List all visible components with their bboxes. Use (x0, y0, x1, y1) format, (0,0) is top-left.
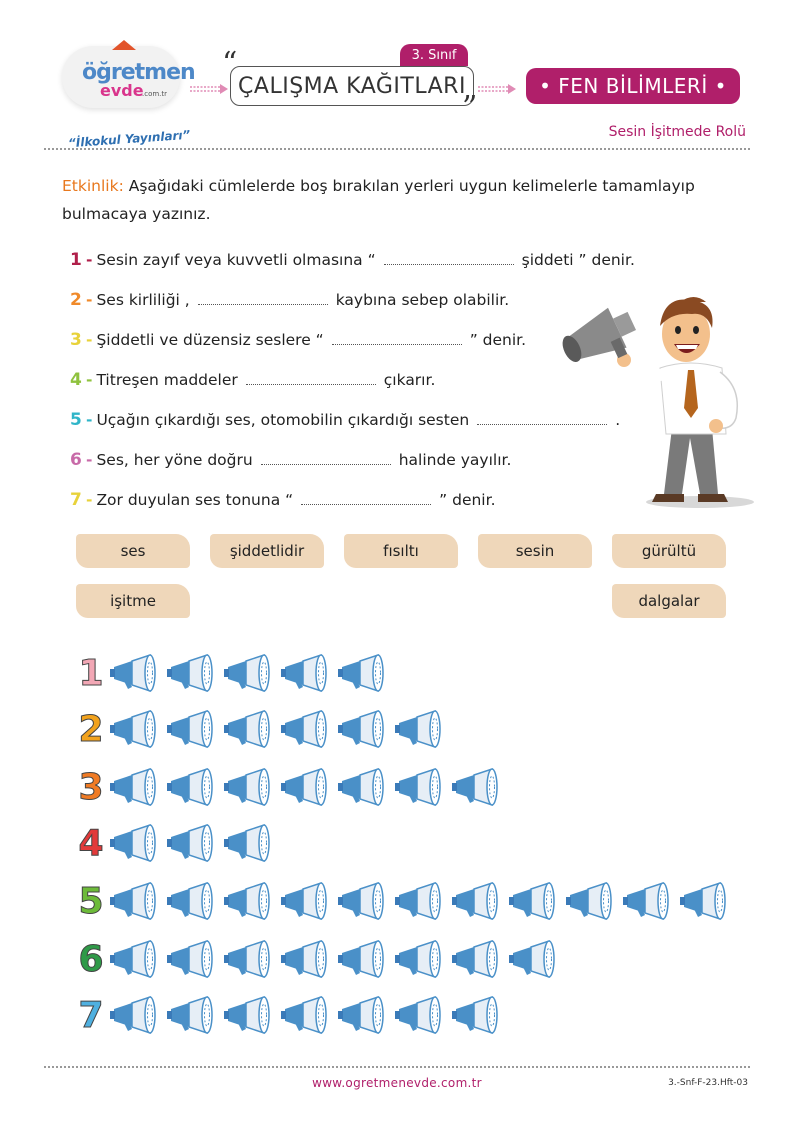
megaphone-letter-cell[interactable] (564, 878, 621, 924)
megaphone-icon (336, 767, 386, 807)
question-row (70, 400, 635, 440)
megaphone-icon (222, 939, 272, 979)
question-dash: - (86, 291, 93, 309)
megaphone-letter-cell[interactable] (165, 764, 222, 810)
grade-tab: 3. Sınıf (400, 44, 468, 66)
megaphone-icon (507, 939, 557, 979)
word-chip: gürültü (612, 534, 726, 568)
footer-code: 3.-Snf-F-23.Hft-03 (668, 1078, 748, 1088)
megaphone-letter-cell[interactable] (108, 706, 165, 752)
megaphone-icon (279, 767, 329, 807)
puzzle-row (76, 878, 735, 924)
megaphone-icon (108, 767, 158, 807)
word-chip: dalgalar (612, 584, 726, 618)
megaphone-icon (393, 709, 443, 749)
question-row (70, 480, 635, 520)
puzzle-row-number: 1 (78, 652, 104, 694)
megaphone-icon (165, 823, 215, 863)
megaphone-letter-cell[interactable] (450, 878, 507, 924)
question-text-after: ” denir. (439, 491, 496, 509)
word-chip: fısıltı (344, 534, 458, 568)
megaphone-icon (678, 881, 728, 921)
question-text-after: halinde yayılır. (398, 451, 512, 469)
megaphone-letter-cell[interactable] (336, 764, 393, 810)
megaphone-letter-cell[interactable] (450, 764, 507, 810)
megaphone-icon (393, 881, 443, 921)
megaphone-letter-cell[interactable] (393, 764, 450, 810)
megaphone-letter-cell[interactable] (279, 650, 336, 696)
megaphone-letter-cell[interactable] (222, 764, 279, 810)
megaphone-icon (222, 709, 272, 749)
instructions-text: Aşağıdaki cümlelerde boş bırakılan yerleri uygun kelimelerle tamamlayıp bulmacaya yazınız. (62, 177, 695, 223)
question-text-before: Titreşen maddeler (96, 371, 238, 389)
question-text-before: Şiddetli ve düzensiz seslere “ (96, 331, 324, 349)
megaphone-icon (165, 939, 215, 979)
answer-blank[interactable] (261, 455, 391, 465)
megaphone-letter-cell[interactable] (393, 992, 450, 1038)
puzzle-row-number: 4 (78, 822, 104, 864)
megaphone-letter-cell[interactable] (450, 936, 507, 982)
puzzle-row-number: 6 (78, 938, 104, 980)
logo-subtitle: “İlkokul Yayınları” (67, 127, 191, 151)
megaphone-letter-cell[interactable] (279, 706, 336, 752)
megaphone-icon (165, 653, 215, 693)
megaphone-icon (450, 881, 500, 921)
megaphone-icon (222, 995, 272, 1035)
megaphone-letter-cell[interactable] (279, 936, 336, 982)
question-text-after: kaybına sebep olabilir. (335, 291, 510, 309)
megaphone-letter-cell[interactable] (336, 878, 393, 924)
megaphone-icon (165, 995, 215, 1035)
puzzle-row (76, 936, 564, 982)
megaphone-letter-cell[interactable] (108, 650, 165, 696)
megaphone-letter-cell[interactable] (222, 878, 279, 924)
question-row (70, 360, 635, 400)
megaphone-icon (279, 995, 329, 1035)
divider (44, 148, 750, 150)
logo-text-top: öğretmen (82, 60, 195, 85)
megaphone-icon (450, 767, 500, 807)
arrow-right-icon (478, 84, 516, 94)
megaphone-letter-cell[interactable] (336, 936, 393, 982)
answer-blank[interactable] (301, 495, 431, 505)
megaphone-letter-cell[interactable] (621, 878, 678, 924)
puzzle-row (76, 820, 279, 866)
megaphone-icon (222, 767, 272, 807)
megaphone-icon (393, 939, 443, 979)
question-number: 5 (70, 410, 82, 430)
megaphone-letter-cell[interactable] (393, 936, 450, 982)
logo-text-bottom: evde (100, 81, 144, 100)
question-dash: - (86, 411, 93, 429)
megaphone-letter-cell[interactable] (222, 820, 279, 866)
puzzle-row (76, 706, 450, 752)
megaphone-letter-cell[interactable] (165, 820, 222, 866)
subject-badge: • FEN BİLİMLERİ • (526, 68, 740, 104)
quote-open: “ (222, 46, 238, 81)
megaphone-letter-cell[interactable] (336, 992, 393, 1038)
megaphone-icon (222, 653, 272, 693)
footer-url: www.ogretmenevde.com.tr (312, 1076, 482, 1090)
divider (44, 1066, 750, 1068)
megaphone-letter-cell[interactable] (279, 878, 336, 924)
man-with-megaphone-illustration (560, 288, 760, 510)
answer-blank[interactable] (384, 255, 514, 265)
megaphone-letter-cell[interactable] (108, 820, 165, 866)
logo-domain: .com.tr (142, 90, 168, 98)
megaphone-letter-cell[interactable] (108, 878, 165, 924)
question-number: 1 (70, 250, 82, 270)
megaphone-icon (279, 939, 329, 979)
megaphone-letter-cell[interactable] (222, 706, 279, 752)
topic-title: Sesin İşitmede Rolü (608, 124, 746, 140)
word-chip: ses (76, 534, 190, 568)
megaphone-icon (279, 881, 329, 921)
megaphone-icon (336, 939, 386, 979)
megaphone-letter-cell[interactable] (165, 878, 222, 924)
megaphone-icon (336, 995, 386, 1035)
question-number: 6 (70, 450, 82, 470)
puzzle-row-number: 7 (78, 994, 104, 1036)
question-text-after: şiddeti ” denir. (521, 251, 635, 269)
megaphone-letter-cell[interactable] (336, 650, 393, 696)
megaphone-icon (108, 709, 158, 749)
question-row (70, 240, 635, 280)
megaphone-icon (393, 767, 443, 807)
house-icon (112, 40, 136, 50)
megaphone-icon (507, 881, 557, 921)
word-chip: şiddetlidir (210, 534, 324, 568)
question-text-before: Ses kirliliği , (96, 291, 190, 309)
megaphone-letter-cell[interactable] (678, 878, 735, 924)
megaphone-icon (621, 881, 671, 921)
megaphone-letter-cell[interactable] (222, 992, 279, 1038)
question-dash: - (86, 491, 93, 509)
megaphone-letter-cell[interactable] (165, 936, 222, 982)
answer-blank[interactable] (198, 295, 328, 305)
puzzle-row-number: 3 (78, 766, 104, 808)
puzzle-row (76, 650, 393, 696)
page-title: ÇALIŞMA KAĞITLARI (230, 66, 474, 106)
megaphone-letter-cell[interactable] (108, 764, 165, 810)
answer-blank[interactable] (332, 335, 462, 345)
megaphone-letter-cell[interactable] (165, 650, 222, 696)
puzzle-row-number: 5 (78, 880, 104, 922)
question-row (70, 320, 635, 360)
answer-blank[interactable] (246, 375, 376, 385)
quote-close: ” (462, 90, 478, 125)
question-dash: - (86, 331, 93, 349)
megaphone-letter-cell[interactable] (222, 650, 279, 696)
megaphone-icon (279, 653, 329, 693)
logo (62, 38, 195, 151)
question-text-before: Sesin zayıf veya kuvvetli olmasına “ (96, 251, 376, 269)
instructions-label: Etkinlik: (62, 177, 124, 195)
megaphone-letter-cell[interactable] (393, 878, 450, 924)
megaphone-icon (165, 767, 215, 807)
megaphone-letter-cell[interactable] (507, 936, 564, 982)
megaphone-letter-cell[interactable] (450, 992, 507, 1038)
word-chip: sesin (478, 534, 592, 568)
megaphone-icon (108, 881, 158, 921)
megaphone-letter-cell[interactable] (165, 706, 222, 752)
question-number: 7 (70, 490, 82, 510)
megaphone-letter-cell[interactable] (222, 936, 279, 982)
megaphone-letter-cell[interactable] (507, 878, 564, 924)
megaphone-icon (450, 995, 500, 1035)
megaphone-icon (222, 823, 272, 863)
puzzle-row (76, 764, 507, 810)
arrow-right-icon (190, 84, 228, 94)
megaphone-icon (108, 653, 158, 693)
question-dash: - (86, 251, 93, 269)
megaphone-icon (393, 995, 443, 1035)
question-text-after: . (615, 411, 621, 429)
megaphone-letter-cell[interactable] (336, 706, 393, 752)
question-text-before: Zor duyulan ses tonuna “ (96, 491, 294, 509)
question-text-before: Ses, her yöne doğru (96, 451, 253, 469)
question-dash: - (86, 451, 93, 469)
megaphone-icon (222, 881, 272, 921)
megaphone-letter-cell[interactable] (393, 706, 450, 752)
puzzle-row (76, 992, 507, 1038)
megaphone-letter-cell[interactable] (279, 992, 336, 1038)
megaphone-icon (336, 709, 386, 749)
question-text-before: Uçağın çıkardığı ses, otomobilin çıkardığı sesten (96, 411, 470, 429)
megaphone-icon (336, 653, 386, 693)
megaphone-icon (279, 709, 329, 749)
question-number: 2 (70, 290, 82, 310)
question-number: 4 (70, 370, 82, 390)
instructions (62, 172, 722, 228)
question-text-after: ” denir. (469, 331, 527, 349)
question-number: 3 (70, 330, 82, 350)
question-row (70, 440, 635, 480)
megaphone-icon (564, 881, 614, 921)
megaphone-icon (108, 939, 158, 979)
megaphone-icon (165, 709, 215, 749)
megaphone-icon (165, 881, 215, 921)
megaphone-icon (108, 995, 158, 1035)
megaphone-letter-cell[interactable] (108, 992, 165, 1038)
megaphone-icon (108, 823, 158, 863)
question-row (70, 280, 635, 320)
question-list (70, 240, 635, 520)
megaphone-letter-cell[interactable] (279, 764, 336, 810)
megaphone-letter-cell[interactable] (108, 936, 165, 982)
puzzle-row-number: 2 (78, 708, 104, 750)
megaphone-icon (336, 881, 386, 921)
megaphone-letter-cell[interactable] (165, 992, 222, 1038)
question-dash: - (86, 371, 93, 389)
megaphone-icon (450, 939, 500, 979)
word-chip: işitme (76, 584, 190, 618)
question-text-after: çıkarır. (383, 371, 436, 389)
